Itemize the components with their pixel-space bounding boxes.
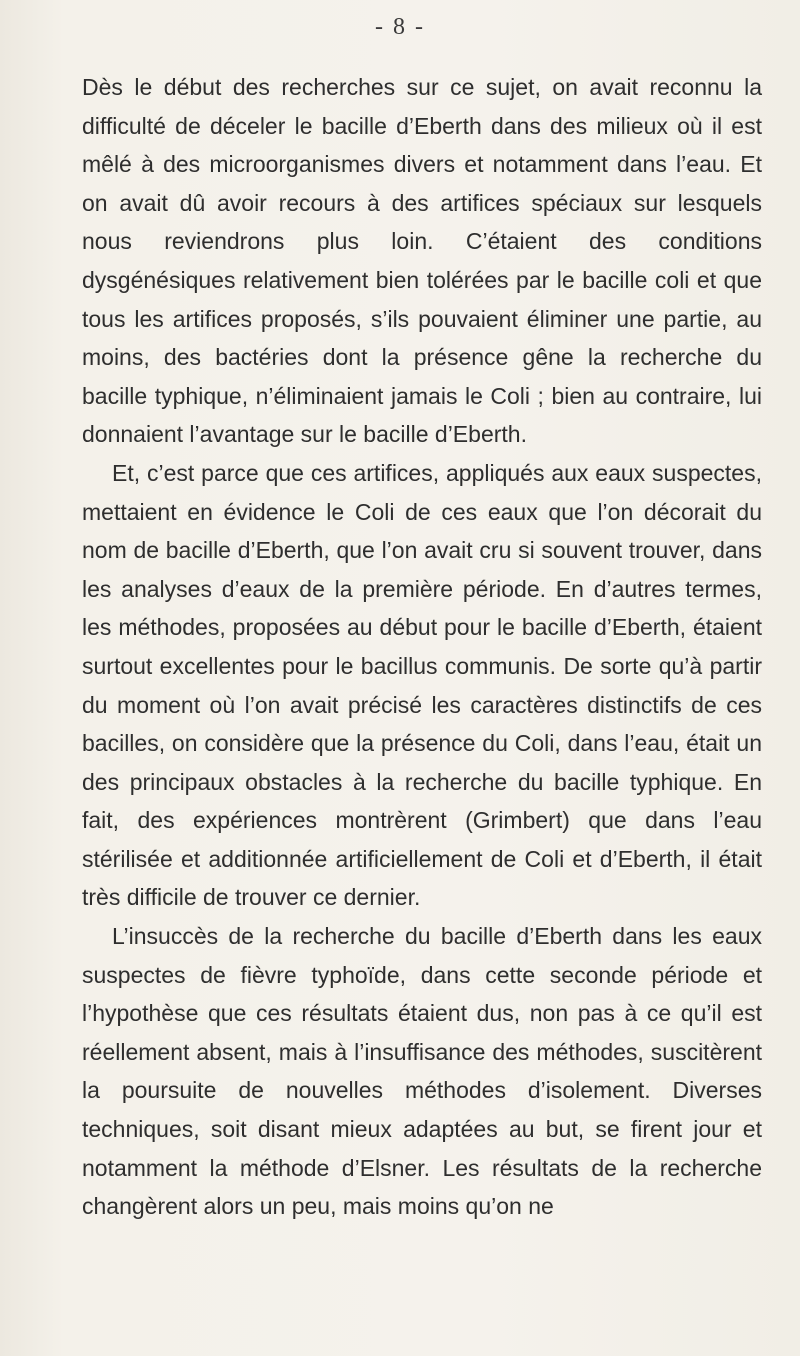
paragraph-3: L’insuccès de la recherche du bacille d’Eberth dans les eaux suspectes de fièvre typhoïde, dans cette seconde période et l’hypothèse que ces résultats étaient dus, non pas à ce qu’il est réellement absent, mais à l’insuffisance des méthodes, suscitèrent la poursuite de nouvelles méthodes d’isolement. Diverses techniques, soit disant mieux adaptées au but, se firent jour et notamment la méthode d’Elsner. Les résultats de la recherche changèrent alors un peu, mais moins qu’on ne: [82, 923, 762, 1220]
paragraph-1: Dès le début des recherches sur ce sujet, on avait reconnu la difficulté de déceler le bacille d’Eberth dans des milieux où il est mêlé à des microorganismes divers et notamment dans l’eau. Et on avait dû avoir recours à des artifices spéciaux sur lesquels nous reviendrons plus loin. C’étaient des conditions dysgénésiques relativement bien tolérées par le bacille coli et que tous les artifices proposés, s’ils pouvaient éliminer une partie, au moins, des bactéries dont la présence gêne la recherche du bacille typhique, n’éliminaient jamais le Coli ; bien au contraire, lui donnaient l’avantage sur le bacille d’Eberth.: [82, 74, 762, 448]
paragraph-2: Et, c’est parce que ces artifices, appliqués aux eaux suspectes, mettaient en évidence le Coli de ces eaux que l’on décorait du nom de bacille d’Eberth, que l’on avait cru si souvent trouver, dans les analyses d’eaux de la première période. En d’autres termes, les méthodes, proposées au début pour le bacille d’Eberth, étaient surtout excellentes pour le bacillus communis. De sorte qu’à partir du moment où l’on avait précisé les caractères distinctifs de ces bacilles, on considère que la présence du Coli, dans l’eau, était un des principaux obstacles à la recherche du bacille typhique. En fait, des expériences montrèrent (Grimbert) que dans l’eau stérilisée et additionnée artificiellement de Coli et d’Eberth, il était très difficile de trouver ce dernier.: [82, 459, 762, 911]
page-number: - 8 -: [375, 14, 425, 40]
body-text: [82, 68, 762, 1226]
